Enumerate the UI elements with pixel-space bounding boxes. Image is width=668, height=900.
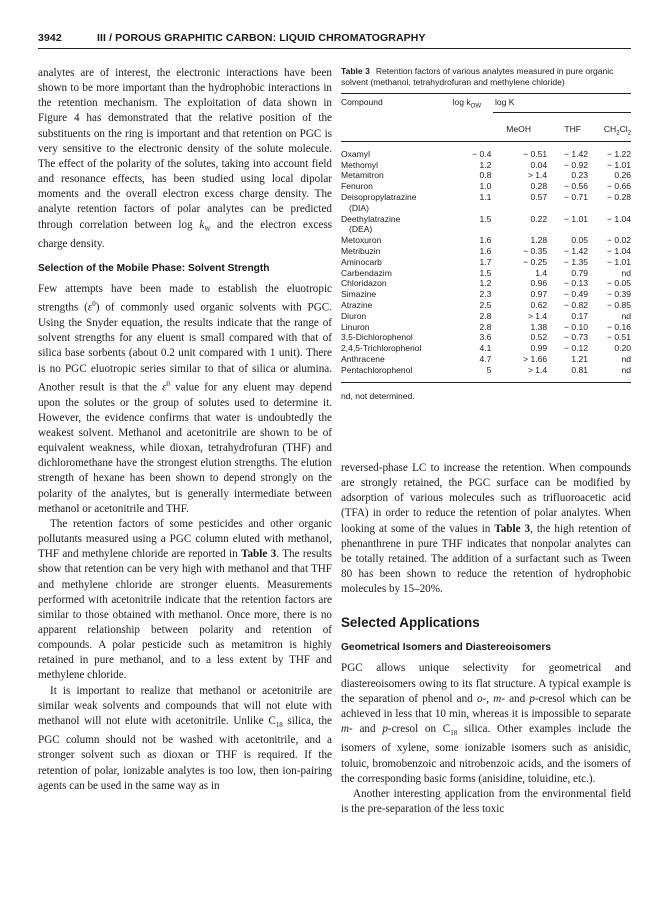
cell-ch2cl2: nd bbox=[621, 310, 631, 321]
cell-name: Diuron bbox=[341, 310, 367, 321]
cell-ch2cl2: − 0.66 bbox=[606, 181, 631, 192]
cell-ch2cl2: − 0.39 bbox=[606, 289, 631, 300]
cell-name: Carbendazim bbox=[341, 267, 392, 278]
table-row bbox=[341, 311, 631, 322]
cell-logkow: 0.8 bbox=[479, 170, 492, 181]
cell-name: Linuron bbox=[341, 321, 370, 332]
cell-logkow: 1.5 bbox=[479, 213, 492, 224]
cell-logkow: 2.3 bbox=[479, 289, 492, 300]
cell-meoh: 1.38 bbox=[530, 321, 548, 332]
cell-meoh: − 0.25 bbox=[523, 256, 548, 267]
cell-logkow: 4.1 bbox=[479, 343, 492, 354]
table-row bbox=[341, 192, 631, 214]
cell-name: Metoxuron bbox=[341, 235, 382, 246]
cell-thf: 0.17 bbox=[571, 310, 588, 321]
cell-logkow: 5 bbox=[486, 364, 492, 375]
col-ch2cl2: $CH_2Cl_2$ bbox=[603, 124, 631, 137]
cell-meoh: 0.28 bbox=[530, 181, 548, 192]
cell-ch2cl2: nd bbox=[621, 364, 631, 375]
cell-meoh: − 0.51 bbox=[523, 148, 548, 159]
cell-ch2cl2: − 1.01 bbox=[606, 256, 631, 267]
cell-ch2cl2: − 1.22 bbox=[606, 148, 631, 159]
col-logK: log K bbox=[495, 97, 515, 108]
cell-ch2cl2: − 0.02 bbox=[606, 235, 631, 246]
cell-name: Methomyl bbox=[341, 159, 379, 170]
cell-thf: − 1.01 bbox=[563, 213, 588, 224]
cell-thf: 0.79 bbox=[571, 267, 588, 278]
cell-name: Atrazine bbox=[341, 299, 373, 310]
cell-name: Fenuron bbox=[341, 181, 373, 192]
table-row bbox=[341, 246, 631, 257]
col-thf: THF bbox=[564, 124, 581, 135]
cell-meoh: 0.97 bbox=[530, 289, 548, 300]
col-meoh: MeOH bbox=[506, 124, 531, 135]
cell-logkow: 2.8 bbox=[479, 310, 492, 321]
left-column bbox=[38, 66, 332, 794]
table-row bbox=[341, 268, 631, 279]
table-row bbox=[341, 214, 631, 236]
cell-logkow: 2.8 bbox=[479, 321, 492, 332]
cell-logkow: − 0.4 bbox=[472, 148, 492, 159]
cell-ch2cl2: − 1.04 bbox=[606, 245, 631, 256]
table-row bbox=[341, 181, 631, 192]
cell-name: Oxamyl bbox=[341, 148, 370, 159]
cell-meoh: 0.04 bbox=[530, 159, 548, 170]
cell-name: Deethylatrazine (DEA) bbox=[341, 213, 401, 235]
col-logkow: $\log k_{OW}$ bbox=[452, 97, 481, 111]
cell-logkow: 4.7 bbox=[479, 353, 492, 364]
paragraph: reversed-phase LC to increase the retention. When compounds are strongly retained, the PGC surface can be modified by adsorption of various molecules such as trifluoroacetic acid (TFA) in order to reduce the retention of polar analytes. When looking at some of the values in Table 3, the high retention of phenanthrene in pure THF indicates that nonpolar analytes can be totally retained. The addition of a surfactant such as Tween 80 has been shown to reduce the retention of hydrophobic molecules by 15–20%. bbox=[341, 462, 631, 596]
cell-meoh: 0.99 bbox=[530, 343, 548, 354]
cell-thf: − 1.42 bbox=[563, 148, 588, 159]
cell-ch2cl2: nd bbox=[621, 353, 631, 364]
cell-logkow: 1.1 bbox=[479, 192, 492, 202]
cell-name: Aminocarb bbox=[341, 256, 382, 267]
cell-meoh: 0.62 bbox=[530, 299, 548, 310]
cell-ch2cl2: − 1.04 bbox=[606, 213, 631, 224]
table-row bbox=[341, 278, 631, 289]
table-row bbox=[341, 343, 631, 354]
cell-meoh: > 1.4 bbox=[527, 310, 548, 321]
table-row bbox=[341, 332, 631, 343]
paragraph: PGC allows unique selectivity for geometrical and diastereoisomers owing to its flat structure. A typical example is the separation of phenol and o-, m- and p-cresol which can be achieved in less that 10 min, whereas it is impossible to separate m- and p-cresol on $C_{18}$ silica. Other examples include the isomers of xylene, some ionizable isomers such as anisidic, toluic, bromobenzoic and nitrobenzoic acids, and the isomers of the corresponding basic forms (anisidine, toluidine, etc.). bbox=[341, 662, 632, 785]
cell-meoh: 0.96 bbox=[530, 278, 548, 289]
cell-name: Pentachlorophenol bbox=[341, 364, 413, 375]
cell-name: Chloridazon bbox=[341, 278, 387, 289]
cell-meoh: 0.57 bbox=[530, 192, 548, 202]
cell-meoh: 0.52 bbox=[530, 332, 548, 343]
table-row bbox=[341, 322, 631, 333]
cell-thf: 0.23 bbox=[571, 170, 588, 181]
cell-name: Metamitron bbox=[341, 170, 384, 181]
cell-ch2cl2: nd bbox=[621, 267, 631, 278]
table-row bbox=[341, 289, 631, 300]
table-row bbox=[341, 365, 631, 376]
cell-logkow: 1.2 bbox=[479, 159, 492, 170]
cell-logkow: 1.0 bbox=[479, 181, 492, 192]
cell-ch2cl2: − 0.16 bbox=[606, 321, 631, 332]
cell-thf: 1.21 bbox=[571, 353, 588, 364]
cell-ch2cl2: − 0.05 bbox=[606, 278, 631, 289]
cell-logkow: 1.7 bbox=[479, 256, 492, 267]
cell-name: Deisopropylatrazine (DIA) bbox=[341, 192, 417, 213]
cell-ch2cl2: − 0.28 bbox=[606, 192, 631, 202]
retention-table bbox=[341, 94, 631, 136]
cell-logkow: 1.2 bbox=[479, 278, 492, 289]
paragraph: analytes are of interest, the electronic interactions have been shown to be more important than the hydrophobic interactions in the retention mechanism. The exploitation of data shown in Figure 4 has demonstrated that the relative position of the substituents on the ring is important and that retention on PGC is very sensitive to the electronic density of the solute molecule. The effect of the polarity of the solutes, taking into account field and resonance effects, has been studied using local dipolar moments and the overall electron excess charge density. The analyte retention factors of polar analytes can be predicted through correlation between $\log k_W$ and the electron excess charge density. bbox=[38, 67, 332, 250]
page-number: 3942 bbox=[38, 32, 62, 44]
table-caption: Table 3 Retention factors of various analytes measured in pure organic solvent (methanol, tetrahydrofuran and methylene chloride) bbox=[341, 66, 614, 88]
cell-logkow: 1.6 bbox=[479, 235, 492, 246]
cell-ch2cl2: 0.26 bbox=[614, 170, 631, 181]
table-row bbox=[341, 300, 631, 311]
cell-thf: − 0.71 bbox=[563, 192, 588, 202]
table-row bbox=[341, 170, 631, 181]
running-header bbox=[38, 30, 631, 49]
cell-ch2cl2: − 1.01 bbox=[606, 159, 631, 170]
cell-thf: − 0.73 bbox=[563, 332, 588, 343]
cell-name: Anthracene bbox=[341, 353, 385, 364]
section-heading-mobile-phase: Selection of the Mobile Phase: Solvent Strength bbox=[38, 263, 270, 275]
cell-meoh: > 1.66 bbox=[523, 353, 548, 364]
right-column bbox=[341, 461, 631, 817]
cell-thf: − 1.35 bbox=[563, 256, 588, 267]
section-heading-selected-applications: Selected Applications bbox=[341, 615, 480, 631]
cell-name: Simazine bbox=[341, 289, 377, 300]
cell-ch2cl2: 0.20 bbox=[614, 343, 631, 354]
subsection-heading-isomers: Geometrical Isomers and Diastereoisomers bbox=[341, 642, 552, 654]
cell-thf: − 0.82 bbox=[563, 299, 588, 310]
cell-ch2cl2: − 0.85 bbox=[606, 299, 631, 310]
col-compound: Compound bbox=[341, 97, 383, 108]
running-title: III / POROUS GRAPHITIC CARBON: LIQUID CHROMATOGRAPHY bbox=[97, 32, 426, 44]
cell-name: 3,5-Dichlorophenol bbox=[341, 332, 413, 343]
table-row bbox=[341, 257, 631, 268]
cell-thf: − 0.49 bbox=[563, 289, 588, 300]
cell-thf: − 0.10 bbox=[563, 321, 588, 332]
retention-table-body bbox=[341, 149, 631, 376]
table-3 bbox=[341, 66, 631, 401]
cell-thf: − 0.12 bbox=[563, 343, 588, 354]
cell-name: 2,4,5-Trichlorophenol bbox=[341, 343, 422, 354]
cell-logkow: 3.6 bbox=[479, 332, 492, 343]
cell-meoh: − 0.35 bbox=[523, 245, 548, 256]
cell-thf: 0.05 bbox=[571, 235, 588, 246]
table-row bbox=[341, 149, 631, 160]
table-row bbox=[341, 160, 631, 171]
cell-thf: − 0.13 bbox=[563, 278, 588, 289]
cell-meoh: 1.4 bbox=[535, 267, 548, 278]
cell-thf: − 0.56 bbox=[563, 181, 588, 192]
cell-logkow: 1.5 bbox=[479, 267, 492, 278]
table-footnote: nd, not determined. bbox=[341, 390, 415, 401]
paragraph: Another interesting application from the environmental field is the pre-separation of the less toxic bbox=[341, 787, 631, 816]
cell-name: Metribuzin bbox=[341, 245, 381, 256]
paragraph: The retention factors of some pesticides and other organic pollutants measured using a PGC column eluted with methanol, THF and methylene chloride are reported in Table 3. The results show that retention can be very high with methanol and that THF and methylene chloride are stronger eluents. Measurements performed with acetonitrile indicate that the retention factors are similar to those obtained with methanol. Once more, there is no apparent relationship between polarity and retention of compounds. A polar pesticide such as metamitron is highly retained in pure methanol, and to a less extent by THF and methylene chloride. bbox=[38, 517, 332, 682]
paragraph: It is important to realize that methanol or acetonitrile are similar weak solvents and compounds that will not elute with methanol will not elute with acetonitrile. Unlike $C_{18}$ silica, the PGC column should not be washed with acetonitrile, and a stronger solvent such as dioxan or THF is required. If the retention of polar, ionizable analytes is too low, then ion-pairing agents can be used in the same way as in bbox=[38, 684, 332, 792]
cell-thf: 0.81 bbox=[571, 364, 588, 375]
cell-meoh: > 1.4 bbox=[527, 364, 548, 375]
cell-meoh: 1.28 bbox=[530, 235, 548, 246]
cell-thf: − 0.92 bbox=[563, 159, 588, 170]
cell-meoh: > 1.4 bbox=[527, 170, 548, 181]
cell-thf: − 1.42 bbox=[563, 245, 588, 256]
cell-logkow: 2.5 bbox=[479, 299, 492, 310]
paragraph: Few attempts have been made to establish the eluotropic strengths $(\varepsilon^0)$ of commonly used organic solvents with PGC. Using the Snyder equation, the results indicate that the range of solvent strengths for any eluent is small compared with that of silica base sorbents (about 0.2 unit compared with 1 unit). There is no PGC eluotropic series similar to that of silica or alumina. Another result is that the $\varepsilon^0$ value for any eluent may depend upon the solutes or the group of solutes used to determine it. However, the evidence confirms that water is undoubtedly the weakest solvent. Methanol and acetonitrile are shown to be of equivalent weakness, while dioxan, tetrahydrofuran (THF) and dichloromethane have the strongest elution strengths. The elution strength of hexane has been shown to depend strongly on the polarity of the analytes, but is generally intermediate between methanol or acetonitrile and THF. bbox=[38, 283, 332, 515]
cell-logkow: 1.6 bbox=[479, 245, 492, 256]
table-row bbox=[341, 354, 631, 365]
cell-meoh: 0.22 bbox=[530, 213, 548, 224]
table-row bbox=[341, 235, 631, 246]
cell-ch2cl2: − 0.51 bbox=[606, 332, 631, 343]
